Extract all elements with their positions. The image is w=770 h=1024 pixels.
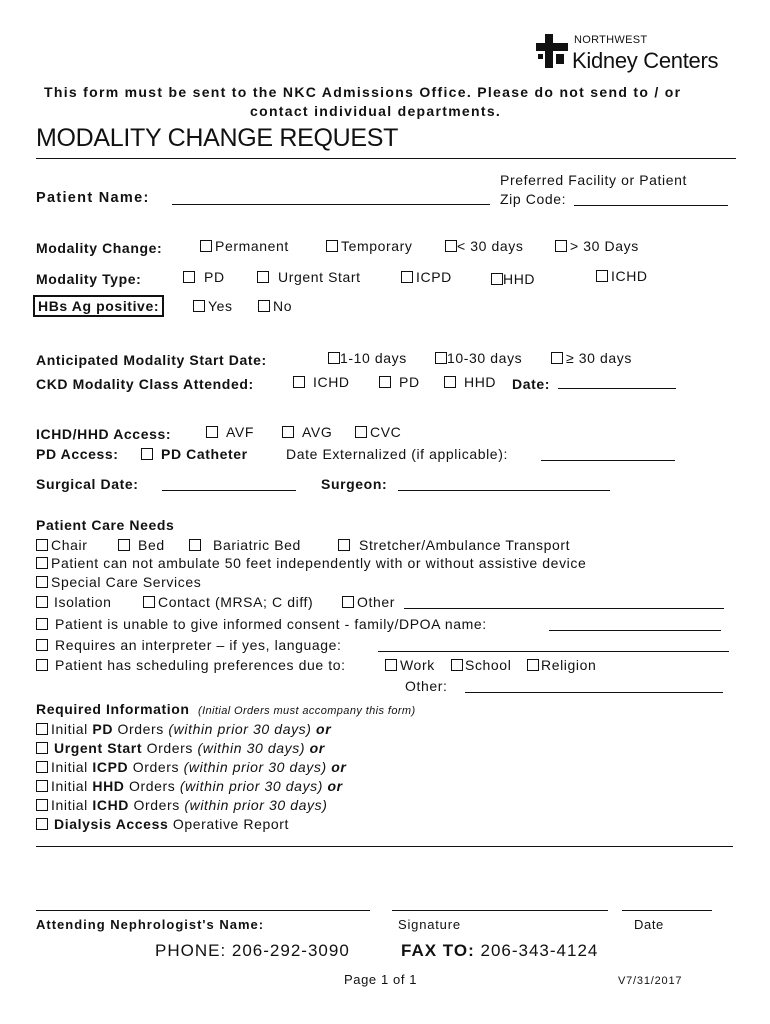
checkbox[interactable] [36,659,48,671]
checkbox[interactable] [36,576,48,588]
interpreter-language-field[interactable] [378,637,729,652]
checkbox[interactable] [36,557,48,569]
ckd-date-field[interactable] [558,374,676,389]
surgeon-field[interactable] [398,476,610,491]
checkbox[interactable] [257,271,269,283]
nephrologist-label: Attending Nephrologist's Name: [36,917,265,932]
care-isolation[interactable]: Isolation [36,594,112,610]
pd-access-label: PD Access: [36,446,119,462]
checkbox[interactable] [36,818,48,830]
ckd-date-label: Date: [512,376,551,392]
modality-type-pd[interactable]: PD [183,269,225,285]
hbs-yes[interactable]: Yes [193,298,233,314]
checkbox[interactable] [36,799,48,811]
checkbox[interactable] [36,723,48,735]
start-date-label: Anticipated Modality Start Date: [36,352,267,368]
signature-label: Signature [398,917,461,932]
externalized-date-field[interactable] [541,446,675,461]
zip-code-field[interactable] [574,191,728,206]
checkbox[interactable] [36,742,48,754]
patient-name-label: Patient Name: [36,190,150,206]
signature-line[interactable] [392,910,608,911]
phone: PHONE: 206-292-3090 [155,941,350,960]
modality-change-lt30[interactable]: < 30 days [445,238,524,254]
checkbox[interactable] [451,659,463,671]
checkbox[interactable] [36,780,48,792]
checkbox[interactable] [293,376,305,388]
version: V7/31/2017 [618,975,683,987]
care-ambulate[interactable]: Patient can not ambulate 50 feet independently with or without assistive device [36,555,586,571]
start-date-10-30[interactable]: 10-30 days [435,350,522,366]
checkbox[interactable] [596,270,608,282]
facility-label-1: Preferred Facility or Patient [500,172,688,188]
ichd-access-label: ICHD/HHD Access: [36,426,172,442]
date-label: Date [634,917,664,932]
checkbox[interactable] [118,539,130,551]
access-avg[interactable]: AVG [282,424,332,440]
page-title: MODALITY CHANGE REQUEST [36,124,399,152]
checkbox[interactable] [326,240,338,252]
checkbox[interactable] [338,539,350,551]
checkbox[interactable] [355,426,367,438]
care-other-field[interactable] [404,594,724,609]
nephrologist-line[interactable] [36,910,370,911]
checkbox[interactable] [379,376,391,388]
fax-label: FAX TO: [401,941,475,960]
required-item-pd[interactable]: Initial PD Orders (within prior 30 days) or [36,721,331,737]
ckd-label: CKD Modality Class Attended: [36,376,254,392]
modality-change-gt30[interactable]: > 30 Days [555,238,639,254]
section-rule [36,846,733,847]
ckd-hhd[interactable]: HHD [444,374,496,390]
checkbox[interactable] [36,639,48,651]
modality-type-urgent-start[interactable]: Urgent Start [257,269,361,285]
required-item-access[interactable]: Dialysis Access Operative Report [36,816,289,832]
hbs-label: HBs Ag positive: [33,295,164,317]
modality-type-label: Modality Type: [36,271,142,287]
sched-school[interactable]: School [451,657,511,673]
modality-change-permanent[interactable]: Permanent [200,238,289,254]
checkbox[interactable] [401,271,413,283]
required-item-hhd[interactable]: Initial HHD Orders (within prior 30 days) or [36,778,343,794]
care-interpreter[interactable]: Requires an interpreter – if yes, language: [36,637,342,653]
checkbox[interactable] [328,352,340,364]
checkbox[interactable] [36,596,48,608]
required-note: (Initial Orders must accompany this form) [198,705,416,717]
care-bed[interactable]: Bed [118,537,165,553]
hbs-no[interactable]: No [258,298,292,314]
surgical-date-label: Surgical Date: [36,476,139,492]
access-cvc[interactable]: CVC [355,424,401,440]
logo-line1: NORTHWEST [574,34,648,46]
sched-religion[interactable]: Religion [527,657,596,673]
care-special[interactable]: Special Care Services [36,574,201,590]
checkbox[interactable] [551,352,563,364]
checkbox[interactable] [36,539,48,551]
patient-name-field[interactable] [172,190,490,205]
ckd-pd[interactable]: PD [379,374,420,390]
checkbox[interactable] [555,240,567,252]
start-date-gte30[interactable]: ≥ 30 days [551,350,632,366]
externalized-label: Date Externalized (if applicable): [286,446,508,462]
checkbox[interactable] [189,539,201,551]
checkbox[interactable] [200,240,212,252]
notice-line2: contact individual departments. [250,103,502,119]
start-date-1-10[interactable]: 1-10 days [328,350,407,366]
checkbox[interactable] [206,426,218,438]
care-chair[interactable]: Chair [36,537,87,553]
care-consent[interactable]: Patient is unable to give informed consent - family/DPOA name: [36,616,487,632]
checkbox[interactable] [36,761,48,773]
checkbox[interactable] [141,448,153,460]
sched-other-label: Other: [405,678,448,694]
logo-mark-icon [536,34,568,68]
care-bariatric-bed[interactable]: Bariatric Bed [189,537,301,553]
care-stretcher[interactable]: Stretcher/Ambulance Transport [338,537,570,553]
modality-change-label: Modality Change: [36,240,163,256]
checkbox[interactable] [282,426,294,438]
fax-number: 206-343-4124 [480,941,599,960]
title-rule [36,158,736,159]
facility-label-2: Zip Code: [500,191,567,207]
modality-change-temporary[interactable]: Temporary [326,238,413,254]
required-item-urgent[interactable]: Urgent Start Orders (within 30 days) or [36,740,325,756]
ckd-ichd[interactable]: ICHD [293,374,350,390]
modality-type-ichd[interactable]: ICHD [596,268,648,284]
care-other[interactable]: Other [342,594,395,610]
logo-line2: Kidney Centers [572,48,719,73]
care-needs-heading: Patient Care Needs [36,517,175,533]
modality-type-icpd[interactable]: ICPD [401,269,452,285]
surgeon-label: Surgeon: [321,476,388,492]
notice-line1: This form must be sent to the NKC Admissions Office. Please do not send to / or [44,84,682,100]
checkbox[interactable] [183,271,195,283]
checkbox[interactable] [143,596,155,608]
checkbox[interactable] [258,300,270,312]
consent-name-field[interactable] [549,616,721,631]
modality-type-hhd[interactable]: HHD [491,271,535,287]
checkbox[interactable] [445,240,457,252]
checkbox[interactable] [36,618,48,630]
required-item-icpd[interactable]: Initial ICPD Orders (within prior 30 days) or [36,759,346,775]
page-number: Page 1 of 1 [344,972,418,987]
sched-work[interactable]: Work [385,657,435,673]
checkbox[interactable] [342,596,354,608]
checkbox[interactable] [444,376,456,388]
required-item-ichd[interactable]: Initial ICHD Orders (within prior 30 days) [36,797,328,813]
access-avf[interactable]: AVF [206,424,254,440]
required-heading: Required Information (Initial Orders must accompany this form) [36,701,416,717]
pd-catheter[interactable]: PD Catheter [141,446,248,462]
checkbox[interactable] [527,659,539,671]
checkbox[interactable] [385,659,397,671]
surgical-date-field[interactable] [162,476,296,491]
checkbox[interactable] [491,273,503,285]
sched-other-field[interactable] [465,678,723,693]
date-line[interactable] [622,910,712,911]
care-scheduling[interactable]: Patient has scheduling preferences due to: [36,657,346,673]
fax [401,941,598,961]
checkbox[interactable] [193,300,205,312]
care-contact[interactable]: Contact (MRSA; C diff) [143,594,313,610]
checkbox[interactable] [435,352,447,364]
